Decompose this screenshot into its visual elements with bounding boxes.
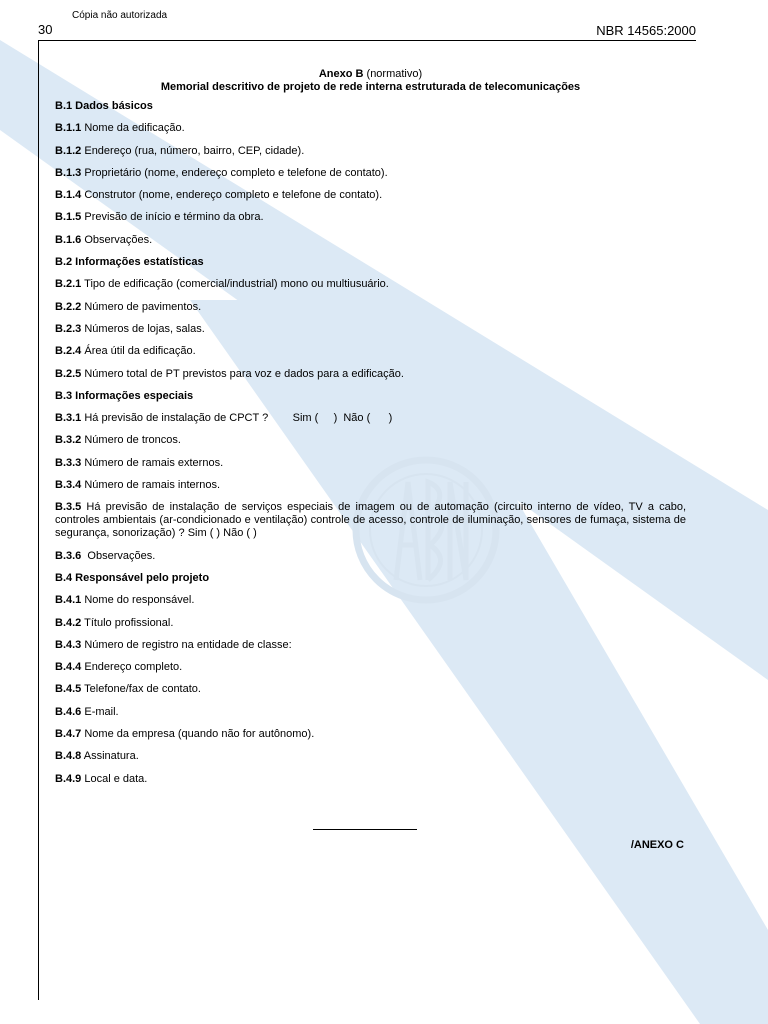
left-margin-rule: [38, 40, 39, 1000]
item-code: B.3.2: [55, 434, 82, 447]
list-item: [55, 345, 686, 358]
item-code: B.2.5: [55, 367, 82, 380]
item-text: Observações.: [81, 549, 156, 562]
item-code: B.1.1: [55, 122, 82, 135]
item-text: Previsão de início e término da obra.: [81, 211, 264, 224]
item-text: Número de ramais internos.: [81, 479, 221, 492]
item-text: Número de ramais externos.: [81, 456, 224, 469]
list-item: [55, 368, 686, 381]
item-code: B.4.6: [55, 705, 82, 718]
annex-normative: (normativo): [363, 68, 423, 80]
item-text: Há previsão de instalação de CPCT ? Sim ( ) Não ( ): [81, 412, 393, 425]
item-code: B.1.6: [55, 233, 82, 246]
copy-notice: Cópia não autorizada: [72, 10, 168, 21]
list-item: [55, 479, 686, 492]
section-heading: [55, 100, 686, 113]
item-code: B.4.5: [55, 683, 82, 696]
item-text: Número de troncos.: [81, 434, 181, 447]
item-code: B.2.1: [55, 278, 82, 291]
item-code: B.1.5: [55, 211, 82, 224]
next-annex-reference: /ANEXO C: [630, 839, 684, 851]
item-code: B.1.4: [55, 189, 82, 202]
item-code: B.4.3: [55, 638, 82, 651]
item-text: Nome do responsável.: [81, 594, 195, 607]
list-item: [55, 501, 686, 540]
list-item: [55, 639, 686, 652]
item-code: B.3.5: [55, 501, 82, 514]
standard-reference: NBR 14565:2000: [596, 23, 696, 38]
list-item: [55, 122, 686, 135]
item-text: Área útil da edificação.: [81, 345, 196, 358]
item-text: Proprietário (nome, endereço completo e telefone de contato).: [81, 166, 388, 179]
item-text: Nome da empresa (quando não for autônomo).: [81, 728, 315, 741]
item-code: B.3 Informações especiais: [55, 389, 194, 402]
item-text: Número de pavimentos.: [81, 300, 202, 313]
item-code: B.2 Informações estatísticas: [55, 256, 204, 269]
item-text: Endereço (rua, número, bairro, CEP, cidade).: [81, 144, 305, 157]
item-text: Há previsão de instalação de serviços especiais de imagem ou de automação (circuito interno de vídeo, TV a cabo, controles ambientais (ar-condicionado e ventilação) controle de acesso, controle de iluminação, sensores de fumaça, sistema de segurança, sonorização) ? Sim ( ) Não ( ): [55, 501, 686, 540]
list-item: [55, 728, 686, 741]
item-code: B.4.2: [55, 616, 82, 629]
item-text: Endereço completo.: [81, 661, 183, 674]
item-code: B.4.1: [55, 594, 82, 607]
item-text: Título profissional.: [81, 616, 174, 629]
page-number: 30: [38, 22, 53, 37]
item-code: B.4.8: [55, 750, 82, 763]
list-item: [55, 323, 686, 336]
item-text: Assinatura.: [81, 750, 139, 763]
list-item: [55, 750, 686, 763]
section-heading: [55, 572, 686, 585]
list-item: [55, 706, 686, 719]
list-item: [55, 550, 686, 563]
item-text: E-mail.: [81, 705, 119, 718]
section-heading: [55, 256, 686, 269]
annex-subtitle: Memorial descritivo de projeto de rede interna estruturada de telecomunicações: [160, 81, 581, 93]
list-item: [55, 301, 686, 314]
item-code: B.1 Dados básicos: [55, 100, 153, 112]
list-item: [55, 234, 686, 247]
item-code: B.4.9: [55, 772, 82, 785]
list-item: [55, 278, 686, 291]
annex-title: Anexo B: [318, 68, 364, 80]
item-code: B.1.3: [55, 166, 82, 179]
item-text: Local e data.: [81, 772, 148, 785]
list-item: [55, 434, 686, 447]
list-item: [55, 594, 686, 607]
item-text: Número total de PT previstos para voz e dados para a edificação.: [81, 367, 404, 380]
item-text: Telefone/fax de contato.: [81, 683, 201, 696]
item-code: B.1.2: [55, 144, 82, 157]
item-text: Números de lojas, salas.: [81, 322, 205, 335]
list-item: [55, 145, 686, 158]
annex-heading: [55, 68, 686, 94]
item-text: Tipo de edificação (comercial/industrial) mono ou multiusuário.: [81, 278, 389, 291]
item-list: [55, 100, 686, 786]
list-item: [55, 167, 686, 180]
item-text: Construtor (nome, endereço completo e telefone de contato).: [81, 189, 383, 202]
list-item: [55, 211, 686, 224]
document-body: [55, 68, 686, 795]
list-item: [55, 457, 686, 470]
item-code: B.2.2: [55, 300, 82, 313]
list-item: [55, 189, 686, 202]
list-item: [55, 412, 686, 425]
item-code: B.4 Responsável pelo projeto: [55, 571, 210, 584]
section-heading: [55, 390, 686, 403]
item-code: B.3.4: [55, 479, 82, 492]
header-rule: [38, 40, 696, 41]
item-code: B.2.4: [55, 345, 82, 358]
item-code: B.3.3: [55, 456, 82, 469]
item-code: B.3.1: [55, 412, 82, 425]
item-code: B.4.4: [55, 661, 82, 674]
list-item: [55, 661, 686, 674]
list-item: [55, 617, 686, 630]
item-text: Número de registro na entidade de classe:: [81, 638, 292, 651]
item-code: B.2.3: [55, 322, 82, 335]
end-rule: [313, 829, 417, 830]
item-code: B.3.6: [55, 549, 82, 562]
item-code: B.4.7: [55, 728, 82, 741]
item-text: Nome da edificação.: [81, 122, 185, 135]
list-item: [55, 773, 686, 786]
list-item: [55, 683, 686, 696]
item-text: Observações.: [81, 233, 153, 246]
